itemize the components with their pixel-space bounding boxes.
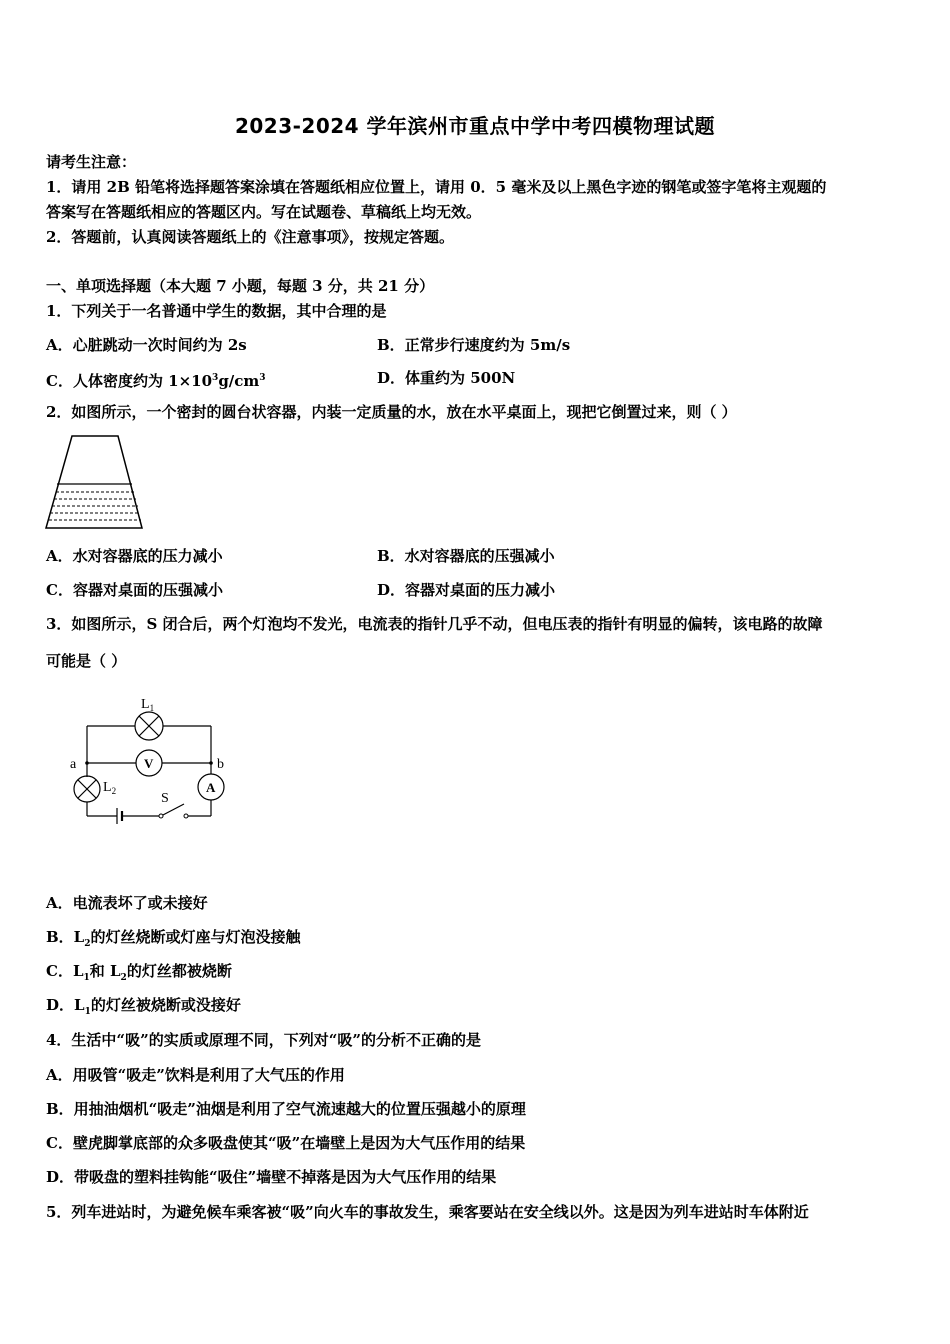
question-3-option-b: B．$L_2$的灯丝烧断或灯座与灯泡没接触 xyxy=(46,928,301,949)
question-1-option-c: C．人体密度约为 $1\times 10^3g/cm^3$ xyxy=(46,372,266,390)
notice-item: 1．请用 2B 铅笔将选择题答案涂填在答题纸相应位置上，请用 0．5 毫米及以上黑色字迹的钢笔或签字笔将主观题的 xyxy=(46,178,827,196)
question-4-option-b: B．用抽油烟机“吸走”油烟是利用了空气流速越大的位置压强越小的原理 xyxy=(46,1100,526,1118)
ammeter-label: A xyxy=(206,780,216,795)
question-4-option-a: A．用吸管“吸走”饮料是利用了大气压的作用 xyxy=(46,1066,345,1084)
notice-heading: 请考生注意： xyxy=(46,153,137,171)
question-5-stem: 5．列车进站时，为避免候车乘客被“吸”向火车的事故发生，乘客要站在安全线以外。这是因为列车进站时车体附近 xyxy=(46,1203,809,1221)
question-2-option-d: D．容器对桌面的压力减小 xyxy=(377,581,556,599)
switch-label: S xyxy=(161,791,169,806)
question-2-option-c: C．容器对桌面的压强减小 xyxy=(46,581,223,599)
page-title: 2023-2024 学年滨州市重点中学中考四模物理试题 xyxy=(234,114,716,138)
voltmeter-label: V xyxy=(144,756,154,771)
question-4-stem: 4．生活中“吸”的实质或原理不同，下列对“吸”的分析不正确的是 xyxy=(46,1031,481,1049)
node-b-label: b xyxy=(217,757,224,772)
question-1-option-d: D．体重约为 500N xyxy=(377,369,516,387)
question-4-option-c: C．壁虎脚掌底部的众多吸盘使其“吸”在墙壁上是因为大气压作用的结果 xyxy=(46,1134,526,1152)
node-a-label: a xyxy=(70,757,77,772)
question-2-option-a: A．水对容器底的压力减小 xyxy=(46,547,223,565)
question-3-option-a: A．电流表坏了或未接好 xyxy=(46,894,208,912)
question-3-option-d: D．$L_1$的灯丝被烧断或没接好 xyxy=(46,996,241,1017)
question-1-option-a: A．心脏跳动一次时间约为 2s xyxy=(46,336,247,354)
question-2-option-b: B．水对容器底的压强减小 xyxy=(377,547,555,565)
l1-label: $L_1$ xyxy=(141,697,155,713)
circuit-diagram xyxy=(60,688,240,828)
question-3-stem-cont: 可能是（ ） xyxy=(46,652,127,670)
question-1-option-b: B．正常步行速度约为 5m/s xyxy=(377,336,571,354)
question-4-option-d: D．带吸盘的塑料挂钩能“吸住”墙壁不掉落是因为大气压作用的结果 xyxy=(46,1168,497,1186)
frustum-container-figure xyxy=(40,432,150,534)
question-3-option-c: C．$L_1$和 $L_2$的灯丝都被烧断 xyxy=(46,962,232,983)
question-1-stem: 1．下列关于一名普通中学生的数据，其中合理的是 xyxy=(46,302,387,320)
question-2-stem: 2．如图所示，一个密封的圆台状容器，内装一定质量的水，放在水平桌面上，现把它倒置过来，则（ ） xyxy=(46,403,737,421)
l2-label: $L_2$ xyxy=(103,780,117,796)
notice-item: 答案写在答题纸相应的答题区内。写在试题卷、草稿纸上均无效。 xyxy=(46,203,482,221)
question-3-stem: 3．如图所示，S 闭合后，两个灯泡均不发光，电流表的指针几乎不动，但电压表的指针有明显的偏转，该电路的故障 xyxy=(46,615,823,633)
section-heading: 一、单项选择题（本大题 7 小题，每题 3 分，共 21 分） xyxy=(46,277,435,295)
notice-item: 2．答题前，认真阅读答题纸上的《注意事项》，按规定答题。 xyxy=(46,228,454,246)
